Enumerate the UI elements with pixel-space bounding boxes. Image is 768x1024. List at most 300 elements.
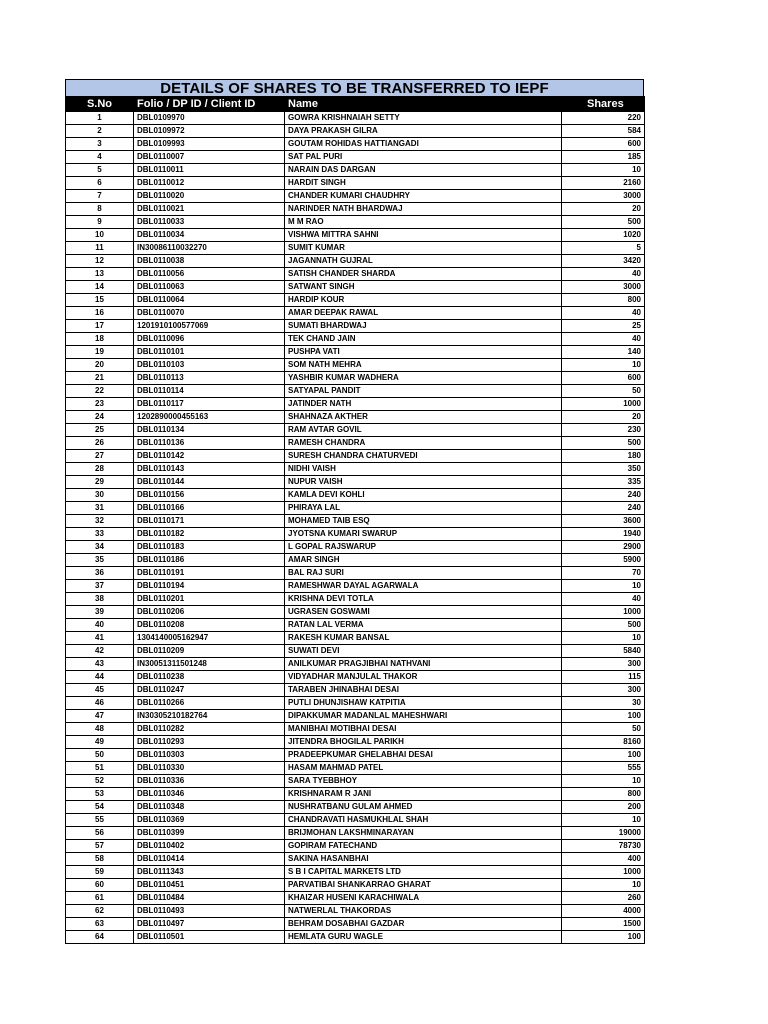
table-row — [66, 788, 645, 801]
cell-folio: DBL0110136 — [134, 437, 285, 450]
table-row — [66, 216, 645, 229]
cell-shares: 5 — [562, 242, 645, 255]
cell-name: SAKINA HASANBHAI — [285, 853, 562, 866]
cell-name: MANIBHAI MOTIBHAI DESAI — [285, 723, 562, 736]
cell-name: SARA TYEBBHOY — [285, 775, 562, 788]
cell-shares: 140 — [562, 346, 645, 359]
cell-shares: 19000 — [562, 827, 645, 840]
cell-sno: 55 — [66, 814, 134, 827]
cell-name: S B I CAPITAL MARKETS LTD — [285, 866, 562, 879]
table-row — [66, 814, 645, 827]
cell-sno: 27 — [66, 450, 134, 463]
table-row — [66, 138, 645, 151]
cell-name: KAMLA DEVI KOHLI — [285, 489, 562, 502]
cell-shares: 500 — [562, 437, 645, 450]
cell-folio: 1202890000455163 — [134, 411, 285, 424]
cell-folio: DBL0109972 — [134, 125, 285, 138]
table-row — [66, 177, 645, 190]
table-row — [66, 502, 645, 515]
cell-name: VIDYADHAR MANJULAL THAKOR — [285, 671, 562, 684]
cell-sno: 34 — [66, 541, 134, 554]
cell-sno: 42 — [66, 645, 134, 658]
cell-folio: IN30086110032270 — [134, 242, 285, 255]
cell-shares: 8160 — [562, 736, 645, 749]
cell-folio: DBL0110056 — [134, 268, 285, 281]
cell-name: NUPUR VAISH — [285, 476, 562, 489]
table-row — [66, 242, 645, 255]
cell-shares: 220 — [562, 112, 645, 125]
column-header-sno: S.No — [66, 97, 134, 112]
cell-folio: DBL0110399 — [134, 827, 285, 840]
cell-folio: DBL0110142 — [134, 450, 285, 463]
cell-folio: DBL0110034 — [134, 229, 285, 242]
cell-folio: DBL0110402 — [134, 840, 285, 853]
cell-shares: 180 — [562, 450, 645, 463]
cell-name: NARINDER NATH BHARDWAJ — [285, 203, 562, 216]
cell-shares: 555 — [562, 762, 645, 775]
cell-folio: DBL0110201 — [134, 593, 285, 606]
cell-sno: 35 — [66, 554, 134, 567]
cell-folio: DBL0110166 — [134, 502, 285, 515]
cell-shares: 800 — [562, 294, 645, 307]
cell-folio: DBL0110238 — [134, 671, 285, 684]
cell-name: KRISHNA DEVI TOTLA — [285, 593, 562, 606]
cell-shares: 600 — [562, 372, 645, 385]
cell-sno: 10 — [66, 229, 134, 242]
cell-folio: DBL0110114 — [134, 385, 285, 398]
table-row — [66, 112, 645, 125]
cell-folio: DBL0110113 — [134, 372, 285, 385]
shares-table — [65, 96, 645, 944]
table-row — [66, 307, 645, 320]
cell-folio: DBL0111343 — [134, 866, 285, 879]
cell-shares: 1000 — [562, 398, 645, 411]
cell-folio: IN30051311501248 — [134, 658, 285, 671]
cell-sno: 22 — [66, 385, 134, 398]
cell-sno: 61 — [66, 892, 134, 905]
cell-sno: 13 — [66, 268, 134, 281]
cell-folio: DBL0110282 — [134, 723, 285, 736]
cell-folio: DBL0110171 — [134, 515, 285, 528]
cell-shares: 25 — [562, 320, 645, 333]
cell-sno: 23 — [66, 398, 134, 411]
cell-folio: DBL0110497 — [134, 918, 285, 931]
cell-sno: 6 — [66, 177, 134, 190]
table-row — [66, 684, 645, 697]
cell-folio: DBL0110194 — [134, 580, 285, 593]
table-row — [66, 723, 645, 736]
cell-shares: 400 — [562, 853, 645, 866]
cell-sno: 62 — [66, 905, 134, 918]
cell-sno: 51 — [66, 762, 134, 775]
cell-sno: 8 — [66, 203, 134, 216]
cell-folio: DBL0110346 — [134, 788, 285, 801]
cell-folio: DBL0110070 — [134, 307, 285, 320]
cell-shares: 100 — [562, 710, 645, 723]
cell-folio: DBL0110348 — [134, 801, 285, 814]
cell-sno: 11 — [66, 242, 134, 255]
cell-name: HARDIP KOUR — [285, 294, 562, 307]
table-row — [66, 203, 645, 216]
cell-sno: 32 — [66, 515, 134, 528]
table-row — [66, 918, 645, 931]
cell-name: CHANDER KUMARI CHAUDHRY — [285, 190, 562, 203]
cell-shares: 230 — [562, 424, 645, 437]
table-row — [66, 632, 645, 645]
cell-shares: 200 — [562, 801, 645, 814]
cell-sno: 54 — [66, 801, 134, 814]
table-row — [66, 671, 645, 684]
cell-sno: 5 — [66, 164, 134, 177]
cell-name: SATYAPAL PANDIT — [285, 385, 562, 398]
table-row — [66, 489, 645, 502]
cell-sno: 47 — [66, 710, 134, 723]
table-row — [66, 593, 645, 606]
table-row — [66, 385, 645, 398]
header-row — [66, 97, 645, 112]
cell-folio: DBL0110156 — [134, 489, 285, 502]
cell-sno: 46 — [66, 697, 134, 710]
table-row — [66, 840, 645, 853]
cell-name: NUSHRATBANU GULAM AHMED — [285, 801, 562, 814]
table-row — [66, 463, 645, 476]
cell-sno: 16 — [66, 307, 134, 320]
table-row — [66, 268, 645, 281]
cell-name: L GOPAL RAJSWARUP — [285, 541, 562, 554]
cell-name: GOWRA KRISHNAIAH SETTY — [285, 112, 562, 125]
cell-folio: DBL0110033 — [134, 216, 285, 229]
cell-shares: 3600 — [562, 515, 645, 528]
cell-name: JAGANNATH GUJRAL — [285, 255, 562, 268]
table-row — [66, 879, 645, 892]
cell-shares: 10 — [562, 775, 645, 788]
cell-sno: 44 — [66, 671, 134, 684]
cell-name: BAL RAJ SURI — [285, 567, 562, 580]
cell-folio: DBL0110303 — [134, 749, 285, 762]
cell-folio: DBL0110266 — [134, 697, 285, 710]
cell-sno: 19 — [66, 346, 134, 359]
cell-name: KRISHNARAM R JANI — [285, 788, 562, 801]
cell-shares: 600 — [562, 138, 645, 151]
cell-sno: 14 — [66, 281, 134, 294]
table-row — [66, 554, 645, 567]
cell-folio: DBL0110020 — [134, 190, 285, 203]
cell-sno: 18 — [66, 333, 134, 346]
table-row — [66, 424, 645, 437]
table-row — [66, 281, 645, 294]
cell-shares: 10 — [562, 879, 645, 892]
cell-shares: 10 — [562, 580, 645, 593]
table-row — [66, 697, 645, 710]
cell-sno: 25 — [66, 424, 134, 437]
table-row — [66, 372, 645, 385]
cell-shares: 40 — [562, 268, 645, 281]
cell-folio: DBL0110247 — [134, 684, 285, 697]
cell-name: DAYA PRAKASH GILRA — [285, 125, 562, 138]
cell-shares: 115 — [562, 671, 645, 684]
table-row — [66, 541, 645, 554]
cell-shares: 40 — [562, 593, 645, 606]
cell-sno: 28 — [66, 463, 134, 476]
cell-folio: DBL0110134 — [134, 424, 285, 437]
cell-sno: 2 — [66, 125, 134, 138]
cell-sno: 63 — [66, 918, 134, 931]
cell-folio: IN30305210182764 — [134, 710, 285, 723]
table-row — [66, 333, 645, 346]
cell-sno: 17 — [66, 320, 134, 333]
cell-sno: 26 — [66, 437, 134, 450]
table-row — [66, 294, 645, 307]
cell-shares: 335 — [562, 476, 645, 489]
table-row — [66, 892, 645, 905]
cell-shares: 3000 — [562, 281, 645, 294]
table-row — [66, 827, 645, 840]
cell-name: JATINDER NATH — [285, 398, 562, 411]
table-row — [66, 346, 645, 359]
cell-sno: 12 — [66, 255, 134, 268]
cell-folio: DBL0110144 — [134, 476, 285, 489]
cell-name: PUTLI DHUNJISHAW KATPITIA — [285, 697, 562, 710]
table-row — [66, 801, 645, 814]
cell-shares: 1940 — [562, 528, 645, 541]
cell-sno: 43 — [66, 658, 134, 671]
cell-sno: 20 — [66, 359, 134, 372]
cell-shares: 30 — [562, 697, 645, 710]
shares-table-sheet — [65, 79, 644, 944]
cell-shares: 5900 — [562, 554, 645, 567]
cell-folio: DBL0109970 — [134, 112, 285, 125]
cell-name: VISHWA MITTRA SAHNI — [285, 229, 562, 242]
cell-sno: 49 — [66, 736, 134, 749]
cell-sno: 50 — [66, 749, 134, 762]
cell-folio: DBL0110064 — [134, 294, 285, 307]
cell-shares: 1000 — [562, 606, 645, 619]
cell-sno: 53 — [66, 788, 134, 801]
cell-folio: DBL0110182 — [134, 528, 285, 541]
cell-sno: 15 — [66, 294, 134, 307]
cell-shares: 350 — [562, 463, 645, 476]
cell-name: PARVATIBAI SHANKARRAO GHARAT — [285, 879, 562, 892]
cell-folio: DBL0110336 — [134, 775, 285, 788]
cell-sno: 59 — [66, 866, 134, 879]
cell-shares: 10 — [562, 632, 645, 645]
cell-shares: 1000 — [562, 866, 645, 879]
table-row — [66, 645, 645, 658]
table-row — [66, 736, 645, 749]
cell-sno: 33 — [66, 528, 134, 541]
table-row — [66, 437, 645, 450]
cell-folio: 1304140005162947 — [134, 632, 285, 645]
cell-name: SAT PAL PURI — [285, 151, 562, 164]
cell-sno: 1 — [66, 112, 134, 125]
cell-shares: 10 — [562, 359, 645, 372]
cell-folio: DBL0110103 — [134, 359, 285, 372]
table-row — [66, 359, 645, 372]
cell-name: TEK CHAND JAIN — [285, 333, 562, 346]
cell-name: NARAIN DAS DARGAN — [285, 164, 562, 177]
table-row — [66, 411, 645, 424]
cell-name: RATAN LAL VERMA — [285, 619, 562, 632]
cell-name: ANILKUMAR PRAGJIBHAI NATHVANI — [285, 658, 562, 671]
cell-shares: 70 — [562, 567, 645, 580]
cell-sno: 41 — [66, 632, 134, 645]
cell-folio: DBL0110063 — [134, 281, 285, 294]
cell-name: GOPIRAM FATECHAND — [285, 840, 562, 853]
cell-folio: DBL0110096 — [134, 333, 285, 346]
table-row — [66, 853, 645, 866]
cell-sno: 60 — [66, 879, 134, 892]
cell-name: RAMESH CHANDRA — [285, 437, 562, 450]
cell-folio: DBL0110021 — [134, 203, 285, 216]
cell-shares: 40 — [562, 333, 645, 346]
cell-name: PHIRAYA LAL — [285, 502, 562, 515]
cell-sno: 64 — [66, 931, 134, 944]
cell-name: RAKESH KUMAR BANSAL — [285, 632, 562, 645]
cell-shares: 300 — [562, 658, 645, 671]
cell-name: KHAIZAR HUSENI KARACHIWALA — [285, 892, 562, 905]
table-row — [66, 528, 645, 541]
column-header-name: Name — [285, 97, 562, 112]
cell-shares: 50 — [562, 723, 645, 736]
cell-name: AMAR SINGH — [285, 554, 562, 567]
cell-name: SATISH CHANDER SHARDA — [285, 268, 562, 281]
cell-shares: 240 — [562, 489, 645, 502]
cell-name: M M RAO — [285, 216, 562, 229]
cell-sno: 56 — [66, 827, 134, 840]
cell-shares: 100 — [562, 931, 645, 944]
cell-shares: 100 — [562, 749, 645, 762]
cell-name: AMAR DEEPAK RAWAL — [285, 307, 562, 320]
cell-shares: 1500 — [562, 918, 645, 931]
table-row — [66, 658, 645, 671]
cell-shares: 50 — [562, 385, 645, 398]
cell-sno: 7 — [66, 190, 134, 203]
cell-shares: 500 — [562, 216, 645, 229]
cell-sno: 4 — [66, 151, 134, 164]
cell-name: SUMIT KUMAR — [285, 242, 562, 255]
cell-name: MOHAMED TAIB ESQ — [285, 515, 562, 528]
cell-sno: 48 — [66, 723, 134, 736]
cell-shares: 40 — [562, 307, 645, 320]
cell-folio: DBL0110038 — [134, 255, 285, 268]
cell-shares: 1020 — [562, 229, 645, 242]
cell-sno: 29 — [66, 476, 134, 489]
cell-folio: DBL0110206 — [134, 606, 285, 619]
cell-name: PRADEEPKUMAR GHELABHAI DESAI — [285, 749, 562, 762]
cell-sno: 45 — [66, 684, 134, 697]
cell-folio: DBL0110101 — [134, 346, 285, 359]
cell-name: NATWERLAL THAKORDAS — [285, 905, 562, 918]
table-row — [66, 905, 645, 918]
table-row — [66, 567, 645, 580]
table-row — [66, 125, 645, 138]
table-header — [66, 97, 645, 112]
cell-name: RAMESHWAR DAYAL AGARWALA — [285, 580, 562, 593]
cell-shares: 185 — [562, 151, 645, 164]
cell-shares: 4000 — [562, 905, 645, 918]
cell-sno: 9 — [66, 216, 134, 229]
cell-name: SURESH CHANDRA CHATURVEDI — [285, 450, 562, 463]
cell-folio: DBL0110369 — [134, 814, 285, 827]
cell-sno: 31 — [66, 502, 134, 515]
cell-folio: DBL0110293 — [134, 736, 285, 749]
cell-folio: DBL0110191 — [134, 567, 285, 580]
cell-folio: DBL0110330 — [134, 762, 285, 775]
cell-sno: 52 — [66, 775, 134, 788]
cell-folio: DBL0110117 — [134, 398, 285, 411]
cell-shares: 20 — [562, 411, 645, 424]
cell-shares: 3420 — [562, 255, 645, 268]
table-row — [66, 762, 645, 775]
column-header-folio: Folio / DP ID / Client ID — [134, 97, 285, 112]
cell-name: HASAM MAHMAD PATEL — [285, 762, 562, 775]
cell-folio: DBL0110007 — [134, 151, 285, 164]
cell-name: HEMLATA GURU WAGLE — [285, 931, 562, 944]
table-row — [66, 866, 645, 879]
table-row — [66, 580, 645, 593]
table-row — [66, 164, 645, 177]
cell-folio: DBL0110451 — [134, 879, 285, 892]
table-row — [66, 320, 645, 333]
cell-folio: DBL0110414 — [134, 853, 285, 866]
cell-sno: 24 — [66, 411, 134, 424]
table-row — [66, 190, 645, 203]
cell-folio: DBL0110208 — [134, 619, 285, 632]
cell-name: SOM NATH MEHRA — [285, 359, 562, 372]
table-row — [66, 450, 645, 463]
cell-shares: 2900 — [562, 541, 645, 554]
cell-folio: DBL0110183 — [134, 541, 285, 554]
cell-shares: 3000 — [562, 190, 645, 203]
cell-folio: DBL0110011 — [134, 164, 285, 177]
cell-sno: 30 — [66, 489, 134, 502]
cell-name: NIDHI VAISH — [285, 463, 562, 476]
cell-folio: DBL0109993 — [134, 138, 285, 151]
cell-sno: 58 — [66, 853, 134, 866]
cell-shares: 2160 — [562, 177, 645, 190]
cell-name: SATWANT SINGH — [285, 281, 562, 294]
cell-name: GOUTAM ROHIDAS HATTIANGADI — [285, 138, 562, 151]
cell-shares: 260 — [562, 892, 645, 905]
table-row — [66, 775, 645, 788]
cell-shares: 5840 — [562, 645, 645, 658]
cell-shares: 20 — [562, 203, 645, 216]
cell-folio: DBL0110209 — [134, 645, 285, 658]
table-body — [66, 112, 645, 944]
cell-shares: 78730 — [562, 840, 645, 853]
cell-name: SHAHNAZA AKTHER — [285, 411, 562, 424]
table-row — [66, 229, 645, 242]
cell-sno: 38 — [66, 593, 134, 606]
cell-folio: DBL0110143 — [134, 463, 285, 476]
table-row — [66, 255, 645, 268]
table-row — [66, 619, 645, 632]
cell-shares: 800 — [562, 788, 645, 801]
cell-name: TARABEN JHINABHAI DESAI — [285, 684, 562, 697]
cell-name: CHANDRAVATI HASMUKHLAL SHAH — [285, 814, 562, 827]
table-row — [66, 476, 645, 489]
cell-name: JYOTSNA KUMARI SWARUP — [285, 528, 562, 541]
cell-folio: DBL0110484 — [134, 892, 285, 905]
cell-folio: DBL0110493 — [134, 905, 285, 918]
cell-name: JITENDRA BHOGILAL PARIKH — [285, 736, 562, 749]
cell-name: SUWATI DEVI — [285, 645, 562, 658]
cell-name: RAM AVTAR GOVIL — [285, 424, 562, 437]
table-row — [66, 710, 645, 723]
table-row — [66, 151, 645, 164]
cell-name: YASHBIR KUMAR WADHERA — [285, 372, 562, 385]
cell-sno: 57 — [66, 840, 134, 853]
